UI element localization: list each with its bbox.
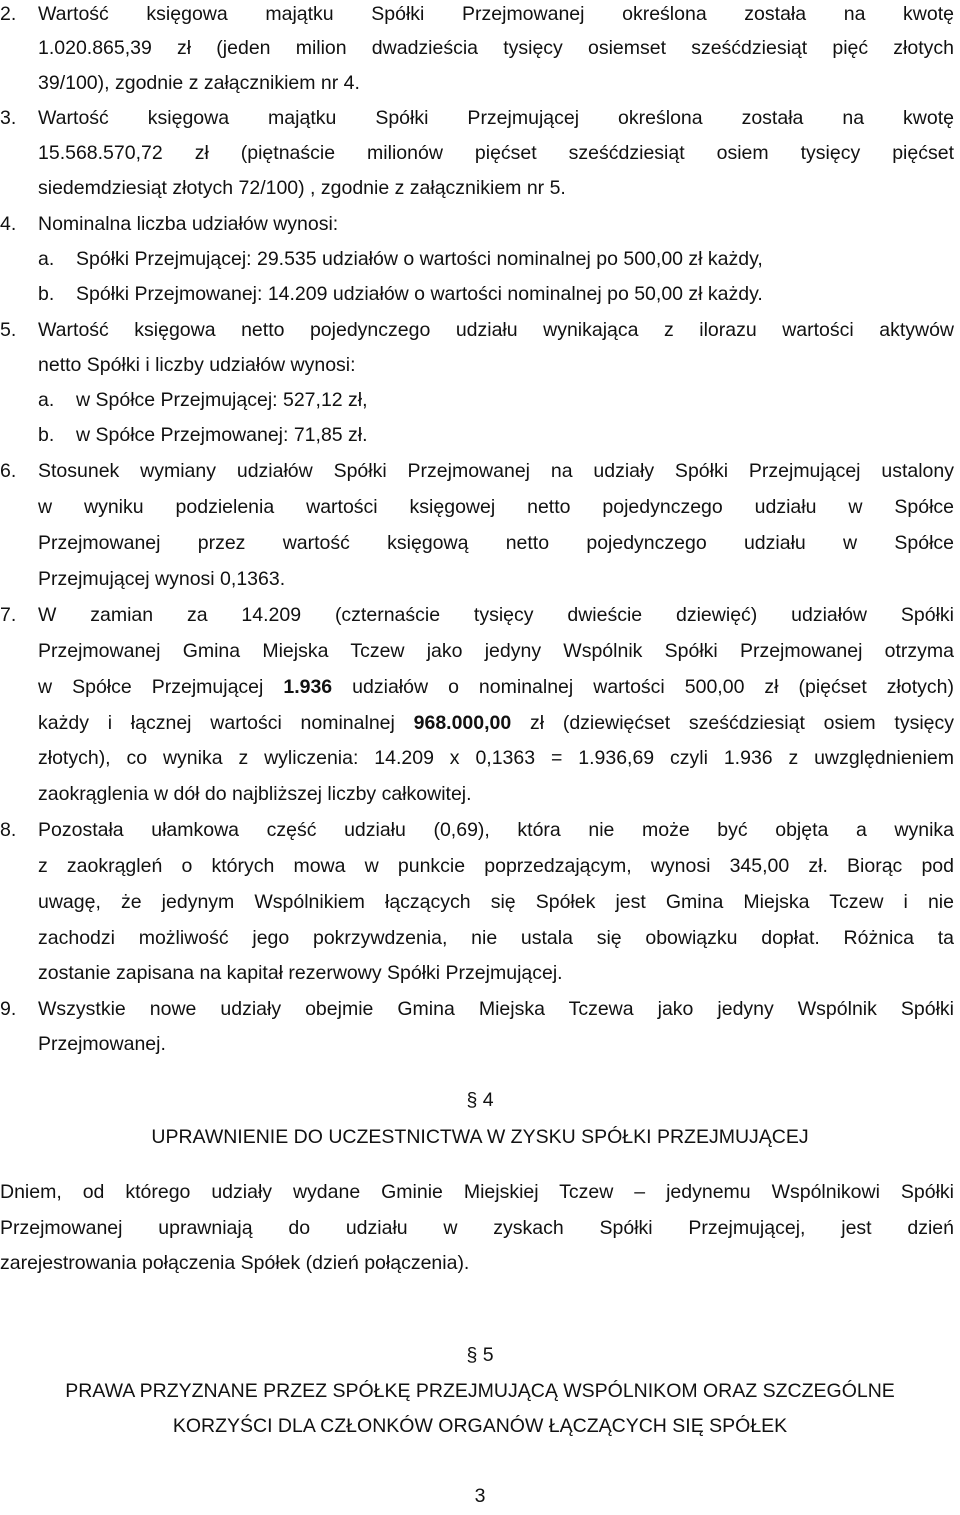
line-text: zł (dziewięćset sześćdziesiąt osiem tysięcy — [511, 712, 954, 734]
item-number: 8. — [0, 819, 17, 841]
section-5-title-line-1: PRAWA PRZYZNANE PRZEZ SPÓŁKĘ PRZEJMUJĄCĄ WSPÓLNIKOM ORAZ SZCZEGÓLNE — [65, 1380, 895, 1402]
item-number: 5. — [0, 319, 17, 341]
item-line: 1.020.865,39 zł (jeden milion dwadzieścia tysięcy osiemset sześćdziesiąt pięć złotych — [38, 37, 954, 59]
section-5-heading: § 5 — [466, 1344, 494, 1366]
item-line: zaokrąglenia w dół do najbliższej liczby całkowitej. — [38, 783, 472, 805]
section-4-heading: § 4 — [466, 1089, 494, 1111]
item-line: Przejmowanej przez wartość księgową netto pojedynczego udziału w Spółce — [38, 532, 954, 554]
item-line: Wartość księgowa majątku Spółki Przejmującej określona została na kwotę — [38, 107, 954, 129]
item-line: siedemdziesiąt złotych 72/100) , zgodnie z załącznikiem nr 5. — [38, 177, 566, 199]
item-line: Stosunek wymiany udziałów Spółki Przejmowanej na udziały Spółki Przejmującej ustalony — [38, 460, 954, 482]
item-line: Przejmowanej. — [38, 1033, 166, 1055]
item-line: zostanie zapisana na kapitał rezerwowy Spółki Przejmującej. — [38, 962, 563, 984]
line-text: w Spółce Przejmującej — [38, 676, 284, 698]
item-line: zachodzi możliwość jego pokrzywdzenia, nie ustala się obowiązku dopłat. Różnica ta — [38, 927, 954, 949]
item-line: uwagę, że jedynym Wspólnikiem łączących się Spółek jest Gmina Miejska Tczew i nie — [38, 891, 954, 913]
nominal-value-bold: 968.000,00 — [413, 712, 512, 734]
item-number: 9. — [0, 998, 17, 1020]
item-line: Wartość księgowa majątku Spółki Przejmowanej określona została na kwotę — [38, 3, 954, 25]
item-line: 39/100), zgodnie z załącznikiem nr 4. — [38, 72, 360, 94]
item-line: Wszystkie nowe udziały obejmie Gmina Miejska Tczewa jako jedyny Wspólnik Spółki — [38, 998, 954, 1020]
item-number: 6. — [0, 460, 17, 482]
page-number: 3 — [474, 1485, 486, 1507]
paragraph-line: Dniem, od którego udziały wydane Gminie Miejskiej Tczew – jedynemu Wspólnikowi Spółki — [0, 1181, 954, 1203]
sub-item-text: Spółki Przejmowanej: 14.209 udziałów o wartości nominalnej po 50,00 zł każdy. — [76, 283, 763, 305]
item-line: netto Spółki i liczby udziałów wynosi: — [38, 354, 356, 376]
item-number: 4. — [0, 213, 17, 235]
item-number: 2. — [0, 3, 17, 25]
item-number: 3. — [0, 107, 17, 129]
item-line: z zaokrągleń o których mowa w punkcie poprzedzającym, wynosi 345,00 zł. Biorąc pod — [38, 855, 954, 877]
item-line: Przejmującej wynosi 0,1363. — [38, 568, 286, 590]
item-line: Nominalna liczba udziałów wynosi: — [38, 213, 339, 235]
sub-item-letter: a. — [38, 389, 55, 411]
line-text: udziałów o nominalnej wartości 500,00 zł (pięćset złotych) — [332, 676, 954, 698]
item-line: Wartość księgowa netto pojedynczego udziału wynikająca z ilorazu wartości aktywów — [38, 319, 954, 341]
item-number: 7. — [0, 604, 17, 626]
section-5-title-line-2: KORZYŚCI DLA CZŁONKÓW ORGANÓW ŁĄCZĄCYCH SIĘ SPÓŁEK — [172, 1415, 788, 1437]
sub-item-text: w Spółce Przejmującej: 527,12 zł, — [76, 389, 368, 411]
sub-item-letter: b. — [38, 283, 55, 305]
item-line: Przejmowanej Gmina Miejska Tczew jako jedyny Wspólnik Spółki Przejmowanej otrzyma — [38, 640, 954, 662]
sub-item-letter: a. — [38, 248, 55, 270]
item-line: złotych), co wynika z wyliczenia: 14.209 x 0,1363 = 1.936,69 czyli 1.936 z uwzględnieniem — [38, 747, 954, 769]
item-line: w wyniku podzielenia wartości księgowej netto pojedynczego udziału w Spółce — [38, 496, 954, 518]
sub-item-letter: b. — [38, 424, 55, 446]
paragraph-line: zarejestrowania połączenia Spółek (dzień połączenia). — [0, 1252, 470, 1274]
item-line: 15.568.570,72 zł (piętnaście milionów pięćset sześćdziesiąt osiem tysięcy pięćset — [38, 142, 954, 164]
item-line: W zamian za 14.209 (czternaście tysięcy dwieście dziewięć) udziałów Spółki — [38, 604, 954, 626]
item-line — [38, 709, 954, 745]
item-line — [38, 673, 954, 709]
sub-item-text: w Spółce Przejmowanej: 71,85 zł. — [76, 424, 368, 446]
sub-item-text: Spółki Przejmującej: 29.535 udziałów o wartości nominalnej po 500,00 zł każdy, — [76, 248, 763, 270]
paragraph-line: Przejmowanej uprawniają do udziału w zyskach Spółki Przejmującej, jest dzień — [0, 1217, 954, 1239]
section-4-title: UPRAWNIENIE DO UCZESTNICTWA W ZYSKU SPÓŁKI PRZEJMUJĄCEJ — [151, 1126, 809, 1148]
item-line: Pozostała ułamkowa część udziału (0,69), która nie może być objęta a wynika — [38, 819, 954, 841]
line-text: każdy i łącznej wartości nominalnej — [38, 712, 414, 734]
share-count-bold: 1.936 — [283, 676, 333, 698]
